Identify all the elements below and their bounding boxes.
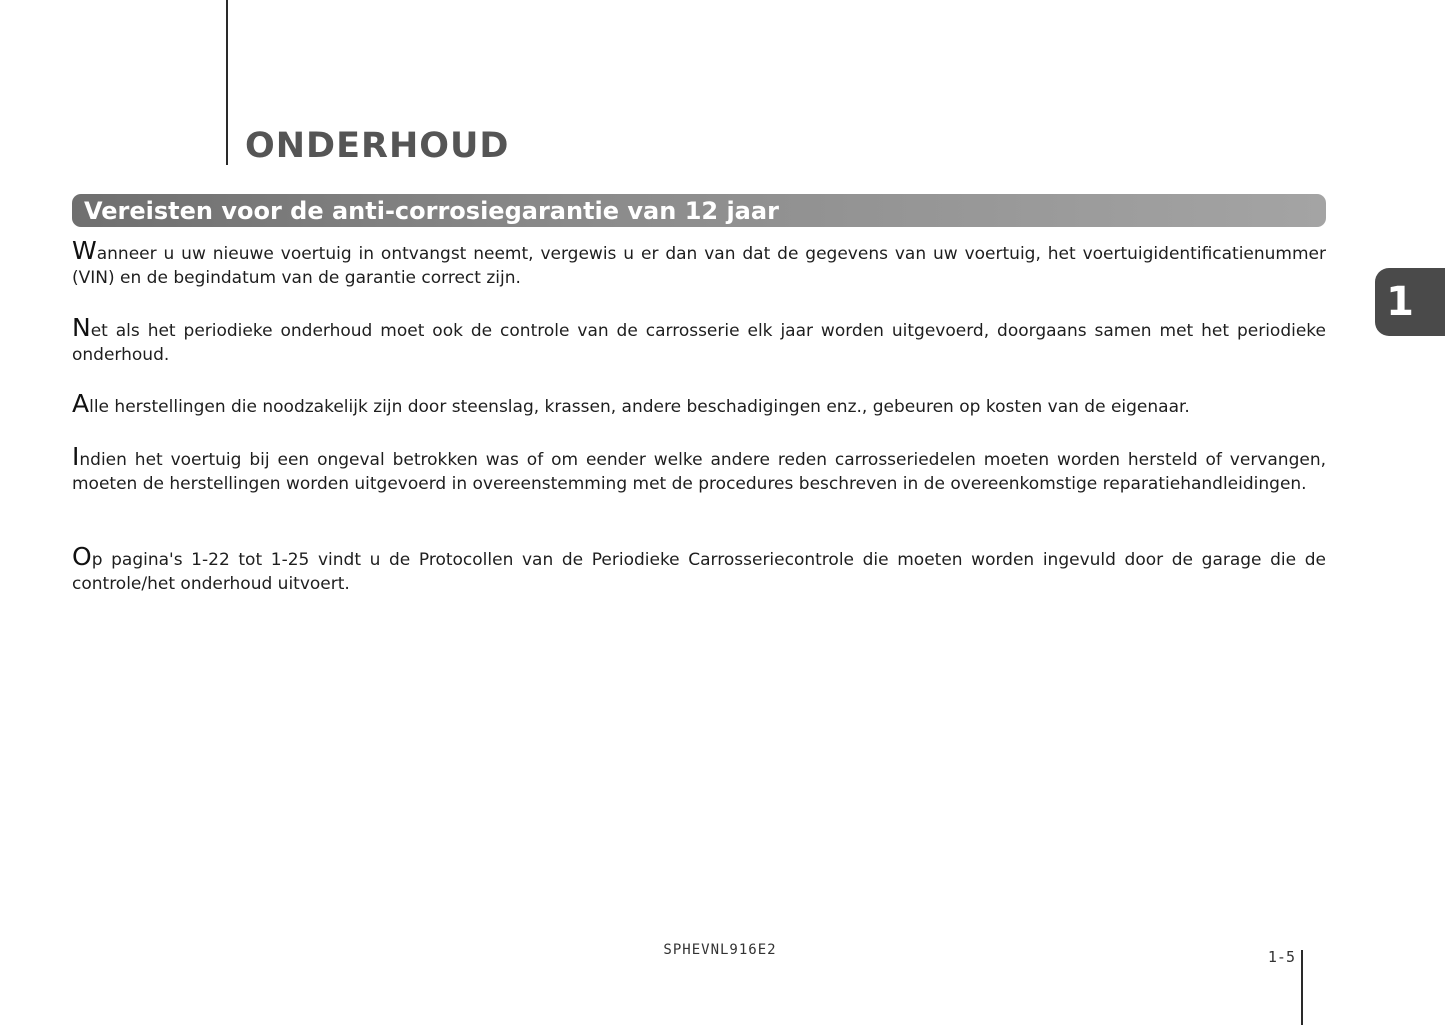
top-vertical-rule <box>226 0 228 165</box>
paragraph-text: et als het periodieke onderhoud moet ook de controle van de carrosserie elk jaar worden uitgevoerd, doorgaans samen met het periodieke onderhoud. <box>72 321 1326 365</box>
paragraph-accident-repairs <box>72 442 1326 496</box>
paragraph-inspection-protocols <box>72 542 1326 596</box>
page-number: 1-5 <box>1267 948 1295 966</box>
drop-initial: W <box>72 236 97 265</box>
paragraph-text: ndien het voertuig bij een ongeval betrokken was of om eender welke andere reden carrosseriedelen moeten worden hersteld of vervangen, moeten de herstellingen worden uitgevoerd in overeenstemming met de procedures beschreven in de overeenkomstige reparatiehandleidingen. <box>72 450 1326 494</box>
document-code: SPHEVNL916E2 <box>663 942 777 958</box>
bottom-vertical-rule <box>1301 950 1303 1025</box>
drop-initial: I <box>72 442 80 471</box>
paragraph-vehicle-data-check <box>72 236 1326 290</box>
drop-initial: O <box>72 542 92 571</box>
chapter-tab: 1 <box>1375 268 1445 336</box>
paragraph-annual-body-check <box>72 313 1326 367</box>
drop-initial: A <box>72 389 90 418</box>
paragraph-text: p pagina's 1-22 tot 1-25 vindt u de Protocollen van de Periodieke Carrosseriecontrole die moeten worden ingevuld door de garage die de controle/het onderhoud uitvoert. <box>72 550 1326 594</box>
section-heading: Vereisten voor de anti-corrosiegarantie van 12 jaar <box>84 197 779 225</box>
paragraph-repair-costs <box>72 389 1326 419</box>
paragraph-text: anneer u uw nieuwe voertuig in ontvangst neemt, vergewis u er dan van dat de gegevens van uw voertuig, het voertuigidentificatienummer (VIN) en de begindatum van de garantie correct zijn. <box>72 244 1326 288</box>
section-heading-banner <box>72 194 1326 227</box>
drop-initial: N <box>72 313 91 342</box>
chapter-title: ONDERHOUD <box>245 126 510 166</box>
paragraph-text: lle herstellingen die noodzakelijk zijn door steenslag, krassen, andere beschadigingen enz., gebeuren op kosten van de eigenaar. <box>89 397 1190 417</box>
